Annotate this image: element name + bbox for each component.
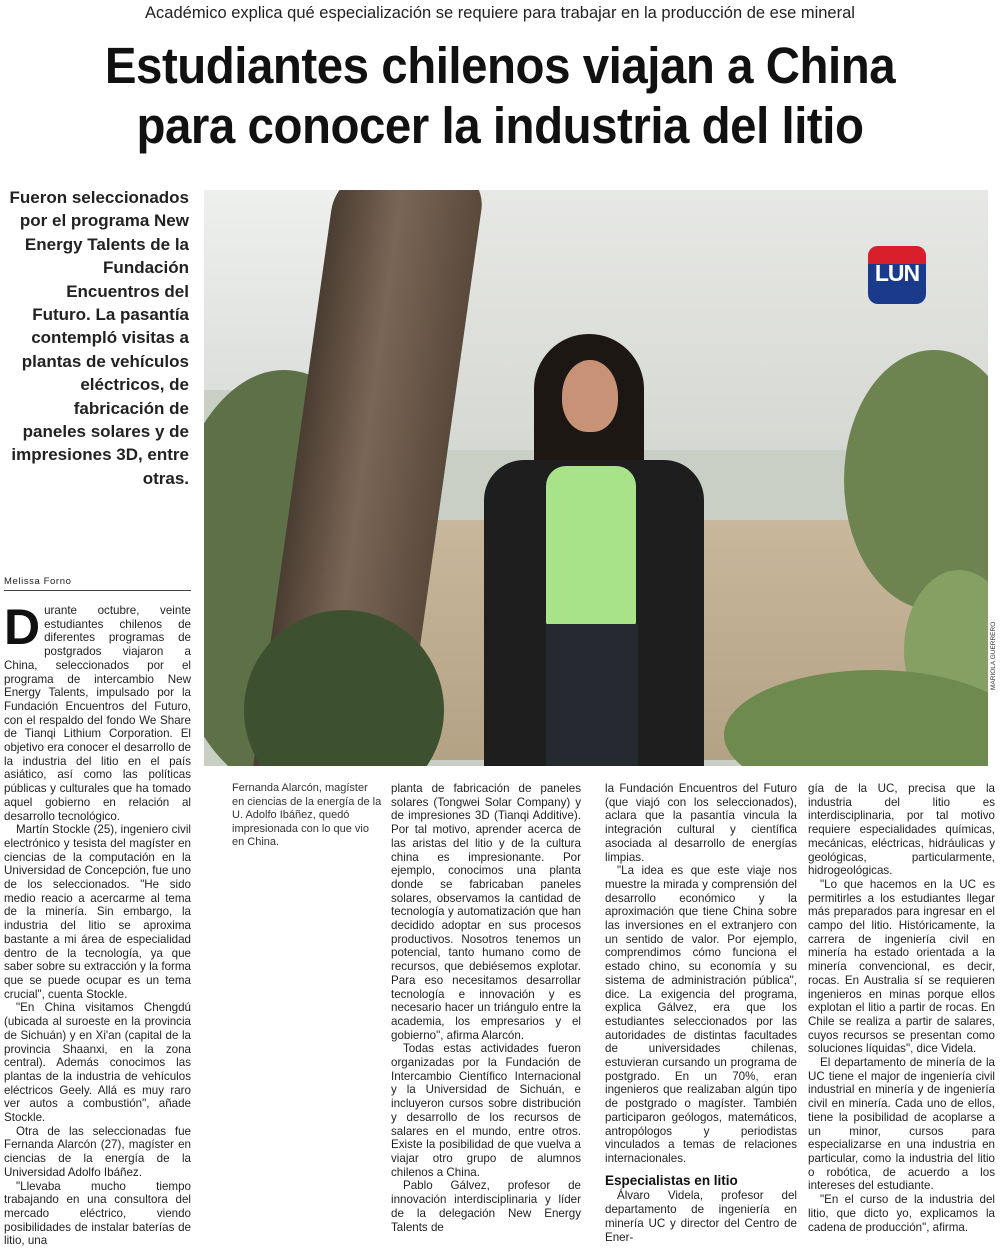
photo-person <box>454 330 754 766</box>
kicker: Académico explica qué especialización se requiere para trabajar en la producción de ese mineral <box>145 4 855 22</box>
paragraph: Otra de las seleccionadas fue Fernanda Alarcón (27), magíster en ciencias de la energía de la Universidad Adolfo Ibáñez. <box>4 1124 191 1179</box>
article-column-3 <box>605 782 797 1244</box>
photo-credit: MARIOLA GUERRERO <box>990 621 997 690</box>
paragraph: Martín Stockle (25), ingeniero civil electrónico y tesista del magíster en ciencias de la computación en la Universidad de Concepción, fue uno de los seleccionados. "He sido medio reacio a acercarme al tema de la minería. Sin embargo, la industria del litio se aproxima bastante a mi área de especialidad dentro de la tecnología, ya que saber sobre su extracción y la forma que se puede ocupar es un tema crucial", cuenta Stockle. <box>4 823 191 1001</box>
article-column-4 <box>808 782 995 1234</box>
paragraph: "En China visitamos Chengdú (ubicada al suroeste en la provincia de Sichuán) y en Xi'an (capital de la provincia Shaanxi, en la zona central). Además conocimos las plantas de la industria de vehículos eléctricos Geely. Allá es muy raro ver autos a combustión", añade Stockle. <box>4 1001 191 1125</box>
photo-caption: Fernanda Alarcón, magíster en ciencias de la energía de la U. Adolfo Ibáñez, quedó impresionada con lo que vio en China. <box>232 782 382 848</box>
article-column-1 <box>4 599 191 1248</box>
byline: Melissa Forno <box>4 576 72 587</box>
paragraph: "Llevaba mucho tiempo trabajando en una consultora del mercado eléctrico, viendo posibilidades de instalar baterías de litio, una <box>4 1179 191 1248</box>
paragraph: planta de fabricación de paneles solares (Tongwei Solar Company) y de impresiones 3D (Tianqi Additive). Por tal motivo, aprender acerca de las aristas del litio y de la cultura china es impresionante. Por ejemplo, conocimos una planta donde se fabricaban paneles solares, observamos la cantidad de tecnología y automatización que han decidido adoptar en sus procesos productivos. Nosotros tenemos un potencial, tanto humano como de recursos, que debiésemos explotar. Para eso necesitamos desarrollar tecnología e innovación y es necesario hacer un triángulo entre la academia, los empresarios y el gobierno", afirma Alarcón. <box>391 782 581 1042</box>
paragraph: Todas estas actividades fueron organizadas por la Fundación de Intercambio Científico Internacional y la Universidad de Sichuán, e incluyeron cursos sobre distribución y desarrollo de los recursos de salares en el mundo, entre otros. Existe la posibilidad de que vuelva a viajar otro grupo de alumnos chilenos a China. <box>391 1042 581 1179</box>
main-photo <box>204 190 988 766</box>
drop-cap: D <box>4 599 41 655</box>
paragraph: "Lo que hacemos en la UC es permitirles a los estudiantes llegar más preparados para ingresar en el campo del litio. Históricamente, la carrera de ingeniería civil en minería ha estado orientada a la minería convencional, es decir, rocas. En Australia sí se requieren ingenieros en minas porque ellos explotan el litio a partir de rocas. En Chile se realiza a partir de salares, cuyos recursos se presentan como soluciones líquidas", dice Videla. <box>808 877 995 1056</box>
paragraph: Álvaro Videla, profesor del departamento de ingeniería en minería UC y director del Centro de Ener- <box>605 1189 797 1244</box>
paragraph-text: urante octubre, veinte estudiantes chilenos de diferentes programas de postgrados viajaron a China, seleccionados por el programa de intercambio New Energy Talents, impulsado por la Fundación Encuentros del Futuro, con el respaldo del fondo We Share de Tianqi Lithium Corporation. El objetivo era conocer el desarrollo de la industria del litio en el país asiático, así como las políticas públicas y culturales que ha tomado aquel gobierno en relación al desarrollo tecnológico. <box>4 604 191 823</box>
deck: Fueron seleccionados por el programa New Energy Talents de la Fundación Encuentros del Futuro. La pasantía contempló visitas a plantas de vehículos eléctricos, de fabricación de paneles solares y de impresiones 3D, entre otras. <box>9 188 189 488</box>
headline-line-2: para conocer la industria del litio <box>136 97 864 154</box>
photo-person-face <box>562 360 618 432</box>
paragraph: gía de la UC, precisa que la industria del litio es interdisciplinaria, por tal motivo requiere especialidades químicas, mecánicas, eléctricas, hidráulicas y geológicas, particularmente, hidrogeológicas. <box>808 782 995 878</box>
paragraph: la Fundación Encuentros del Futuro (que viajó con los seleccionados), aclara que la pasantía vincula la integración cultural y científica asociada al desarrollo de energías limpias. <box>605 782 797 864</box>
paragraph: Pablo Gálvez, profesor de innovación interdisciplinaria y líder de la delegación New Energy Talents de <box>391 1179 581 1234</box>
headline <box>35 36 965 156</box>
paragraph: "La idea es que este viaje nos muestre la mirada y comprensión del desarrollo económico y la aproximación que tiene China sobre las inversiones en el extranjero con un sentido de valor. Por ejemplo, comprendimos cómo funciona el estado chino, su economía y su sistema de administración pública", dice. La exigencia del programa, explica Gálvez, era que los estudiantes seleccionados por las autoridades de distintas facultades de universidades chilenas, estuvieran cursando un programa de postgrado. En un 70%, eran ingenieros que realizaban algún tipo de postgrado o magíster. También participaron geólogos, matemáticos, antropólogos y periodistas vinculados a temas de relaciones internacionales. <box>605 864 797 1165</box>
byline-block <box>4 576 191 591</box>
lun-logo <box>868 246 926 304</box>
photo-person-top <box>546 466 636 626</box>
paragraph: "En el curso de la industria del litio, que dicto yo, explicamos la cadena de producción", afirma. <box>808 1193 995 1234</box>
photo-person-jeans <box>546 624 638 766</box>
lun-logo-text: LUN <box>874 260 920 286</box>
byline-rule <box>4 590 191 591</box>
subheading: Especialistas en litio <box>605 1172 738 1188</box>
paragraph: El departamento de minería de la UC tiene el major de ingeniería civil industrial en minería y de ingeniería civil en minería. Cada uno de ellos, tiene la posibilidad de acoplarse a un minor, cursos para especializarse en una industria en particular, como la industria del litio o robótica, de acuerdo a los intereses del estudiante. <box>808 1056 995 1193</box>
headline-line-1: Estudiantes chilenos viajan a China <box>104 37 896 94</box>
paragraph <box>4 599 191 823</box>
article-column-2 <box>391 782 581 1234</box>
